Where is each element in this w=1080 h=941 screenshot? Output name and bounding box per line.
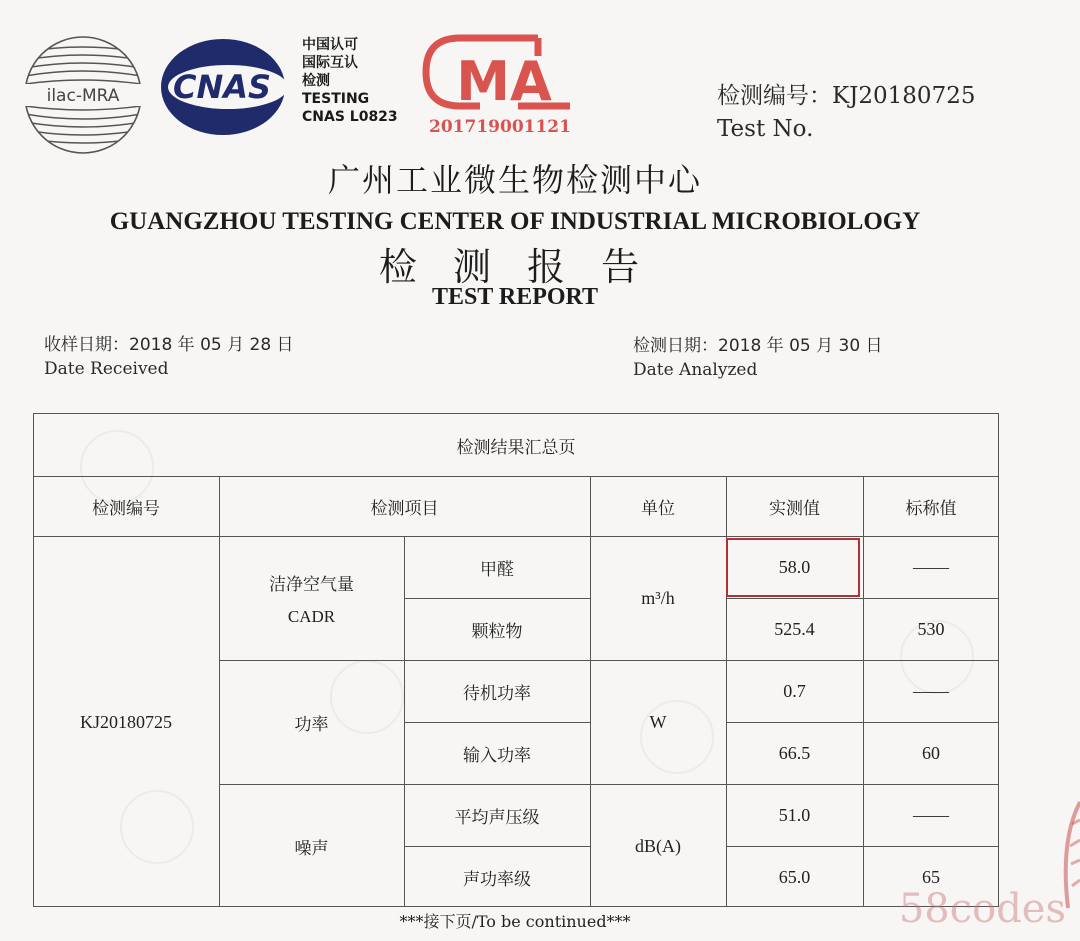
nominal-value: 530: [917, 619, 945, 639]
continued-cn: 接下页: [423, 912, 472, 931]
column-header: 单位: [641, 499, 675, 519]
continued-note: [0, 909, 1030, 932]
unit-power: W: [649, 712, 667, 732]
ilac-mra-label: ilac-MRA: [46, 86, 120, 106]
item-cell: 输入功率: [463, 746, 531, 766]
report-title-en: TEST REPORT: [431, 284, 599, 310]
test-number-value: KJ20180725: [832, 83, 976, 109]
group-name-power: 功率: [294, 715, 329, 735]
date-analyzed-label: 检测日期：: [633, 336, 718, 356]
highlight-box: [726, 538, 860, 597]
date-received-value: 2018 年 05 月 28 日: [129, 335, 294, 355]
nominal-value: ——: [913, 805, 949, 825]
sample-id-cell: KJ20180725: [79, 711, 172, 732]
cnas-caption-line: 国际互认: [302, 55, 358, 71]
item-cell: 待机功率: [463, 684, 531, 704]
measured-value: 0.7: [783, 681, 806, 701]
item-cell: 颗粒物: [471, 622, 523, 642]
center-name-cn: 广州工业微生物检测中心: [327, 161, 702, 199]
cnas-caption-line: CNAS L0823: [302, 109, 398, 125]
nominal-value: 60: [922, 743, 940, 763]
date-received-label: 收样日期：: [44, 335, 129, 355]
column-header: 检测编号: [92, 499, 160, 519]
measured-value: 51.0: [778, 805, 811, 825]
group-name-noise: 噪声: [294, 838, 329, 859]
nominal-value: ——: [913, 557, 949, 577]
cma-number: 201719001121: [429, 117, 571, 137]
cma-label: MA: [456, 50, 552, 113]
test-number-label-en: Test No.: [717, 116, 814, 142]
column-header: 标称值: [905, 499, 957, 519]
continued-prefix: ***: [399, 912, 424, 931]
cnas-caption-line: TESTING: [302, 91, 370, 107]
ilac-mra-logo: [22, 34, 144, 156]
item-cell: 平均声压级: [454, 808, 540, 828]
report-title-cn: 检 测 报 告: [378, 245, 652, 289]
cnas-caption-line: 检测: [302, 73, 330, 89]
nominal-value: ——: [913, 681, 949, 701]
table-title: 检测结果汇总页: [456, 437, 576, 458]
group-name-cadr-line1: 洁净空气量: [269, 575, 354, 595]
unit-cadr: m³/h: [641, 588, 675, 608]
item-cell: 声功率级: [463, 869, 531, 890]
date-analyzed-label-en: Date Analyzed: [633, 360, 758, 380]
cma-logo: [420, 26, 578, 138]
measured-value: 66.5: [778, 743, 811, 763]
cnas-label: CNAS: [172, 68, 272, 106]
nominal-value: 65: [922, 866, 940, 887]
test-number-block: [717, 80, 975, 146]
date-analyzed-block: [633, 334, 883, 382]
date-received-label-en: Date Received: [44, 359, 169, 379]
center-name-en: GUANGZHOU TESTING CENTER OF INDUSTRIAL MICROBIOLOGY: [109, 208, 921, 235]
item-cell: 甲醛: [480, 560, 514, 580]
cnas-caption-line: 中国认可: [302, 37, 358, 53]
cnas-caption: [302, 36, 398, 126]
column-header: 检测项目: [370, 499, 439, 519]
measured-value: 525.4: [774, 619, 815, 639]
unit-noise: dB(A): [635, 835, 681, 856]
date-received-block: [44, 333, 294, 381]
continued-en: /To be continued***: [471, 912, 631, 931]
test-number-label-cn: 检测编号：: [717, 83, 832, 109]
date-analyzed-value: 2018 年 05 月 30 日: [718, 336, 883, 356]
measured-value: 65.0: [778, 866, 811, 887]
group-name-cadr-line2: CADR: [287, 607, 336, 626]
cnas-logo: [158, 36, 288, 138]
group-name-cadr: [219, 537, 404, 660]
watermark-text: 58codes: [898, 886, 1066, 932]
column-header: 实测值: [769, 499, 820, 519]
measured-value: 58.0: [778, 557, 811, 577]
